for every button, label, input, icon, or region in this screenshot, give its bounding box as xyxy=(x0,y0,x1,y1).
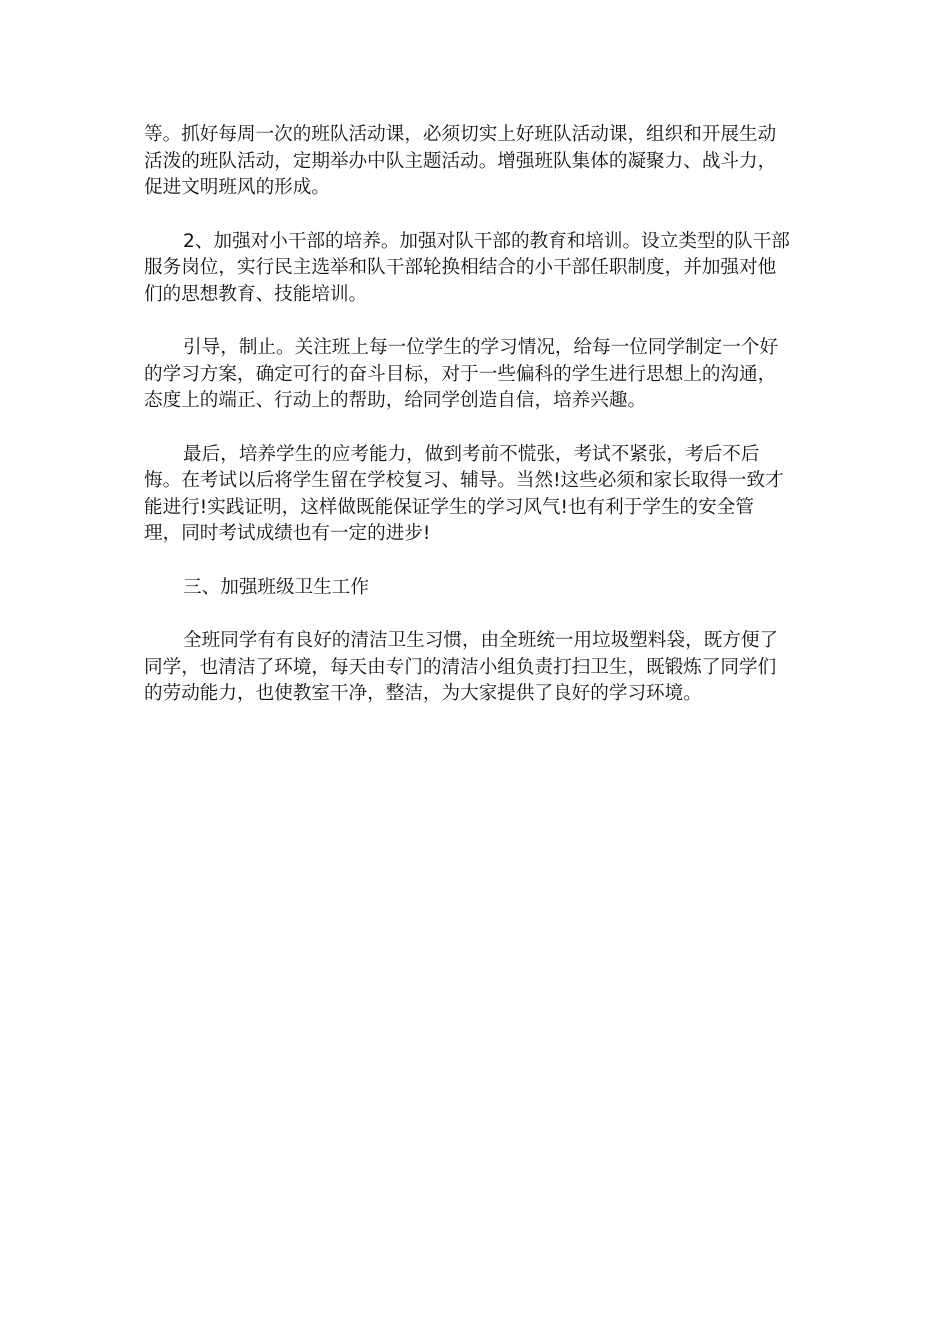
text-line: 同学，也清洁了环境，每天由专门的清洁小组负责打扫卫生，既锻炼了同学们 xyxy=(144,656,777,678)
text-line: 能进行!实践证明，这样做既能保证学生的学习风气!也有利于学生的安全管 xyxy=(144,496,754,518)
paragraph-3 xyxy=(144,335,808,415)
text-line: 们的思想教育、技能培训。 xyxy=(144,283,368,305)
text-line: 促进文明班风的形成。 xyxy=(144,177,330,198)
text-line: 的学习方案，确定可行的奋斗目标，对于一些偏科的学生进行思想上的沟通， xyxy=(144,363,777,385)
document-body xyxy=(144,122,808,735)
text-line: 态度上的端正、行动上的帮助，给同学创造自信，培养兴趣。 xyxy=(144,390,647,411)
paragraph-1 xyxy=(144,122,808,202)
text-line: 引导，制止。关注班上每一位学生的学习情况，给每一位同学制定一个好 xyxy=(183,337,779,358)
text-line: 全班同学有有良好的清洁卫生习惯，由全班统一用垃圾塑料袋，既方便了 xyxy=(183,630,779,651)
text-line: 的劳动能力，也使教室干净，整洁，为大家提供了良好的学习环境。 xyxy=(144,683,702,704)
heading-line: 三、加强班级卫生工作 xyxy=(183,576,369,598)
text-line: 最后，培养学生的应考能力，做到考前不慌张，考试不紧张，考后不后 xyxy=(183,443,760,465)
text-line: 活泼的班队活动，定期举办中队主题活动。增强班队集体的凝聚力、战斗力， xyxy=(144,150,777,172)
text-line: 悔。在考试以后将学生留在学校复习、辅导。当然!这些必须和家长取得一致才 xyxy=(144,470,784,491)
paragraph-6 xyxy=(144,628,808,708)
text-line: 服务岗位，实行民主选举和队干部轮换相结合的小干部任职制度，并加强对他 xyxy=(144,257,777,278)
paragraph-2 xyxy=(144,229,808,309)
text-line: 等。抓好每周一次的班队活动课，必须切实上好班队活动课，组织和开展生动 xyxy=(144,124,777,145)
section-heading xyxy=(144,575,808,602)
paragraph-4 xyxy=(144,442,808,548)
text-line: 2、加强对小干部的培养。加强对队干部的教育和培训。设立类型的队干部 xyxy=(183,230,790,252)
text-line: 理，同时考试成绩也有一定的进步! xyxy=(144,523,431,544)
